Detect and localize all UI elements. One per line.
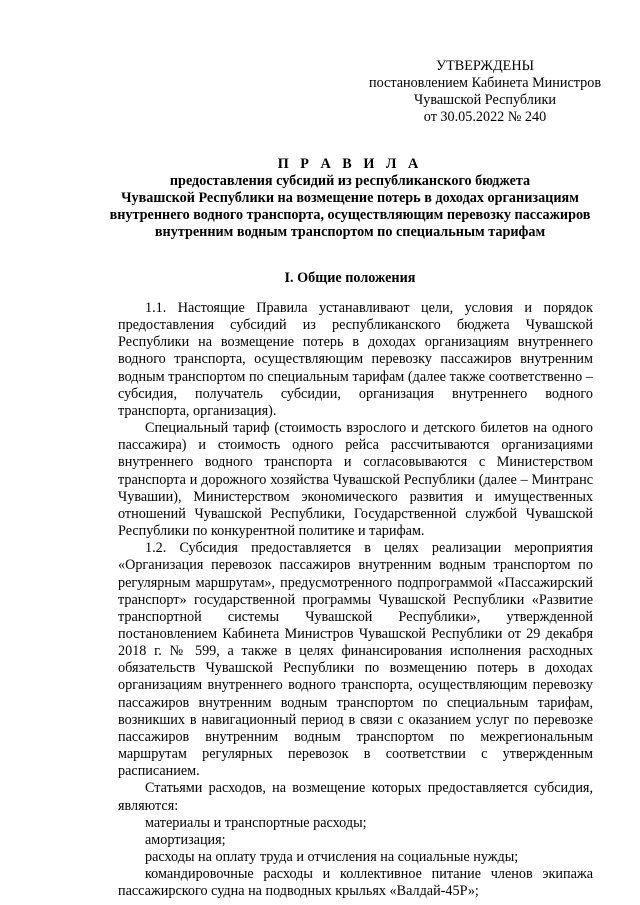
document-body <box>118 300 593 900</box>
approval-date: от 30.05.2022 № 240 <box>423 109 547 125</box>
list-item: материалы и транспортные расходы; <box>145 814 367 831</box>
title-line: внутреннего водного транспорта, осуществляющим перевозку пассажиров <box>109 207 591 223</box>
approval-block <box>360 58 610 126</box>
list-item: командировочные расходы и коллективное питание членов экипажа пассажирского судна на подводных крыльях «Валдай-45Р»; <box>118 866 593 900</box>
section-heading: I. Общие положения <box>284 270 416 286</box>
title-line: внутренним водным транспортом по специальным тарифам <box>154 224 546 240</box>
list-item: расходы на оплату труда и отчисления на социальные нужды; <box>145 849 519 865</box>
paragraph: 1.2. Субсидия предоставляется в целях реализации мероприятия «Организация перевозок пассажиров внутренним водным транспортом по регулярным маршрутам», предусмотренного подпрограммой «Пассажирский транспорт» государственной программы Чувашской Республики «Развитие транспортной системы Чувашской Республики», утвержденной постановлением Кабинета Министров Чувашской Республики от 29 декабря 2018 г. № 599, а также в целях финансирования исполнения расходных обязательств Чувашской Республики по возмещению потерь в доходах организациям внутреннего водного транспорта, осуществляющим перевозку пассажиров внутренним водным транспортом по специальным тарифам, возникших в навигационный период в связи с оказанием услуг по перевозке пассажиров внутренним водным транспортом по межрегиональным маршрутам регулярных перевозок в соответствии с утвержденным расписанием. <box>118 540 593 780</box>
list-item: амортизация; <box>145 831 226 848</box>
title-line: Чувашской Республики на возмещение потерь в доходах организациям <box>121 190 579 206</box>
paragraph: Специальный тариф (стоимость взрослого и детского билетов на одного пассажира) и стоимость одного рейса рассчитываются организациями внутреннего водного транспорта и согласовываются с Министерством транспорта и дорожного хозяйства Чувашской Республики (далее – Минтранс Чувашии), Министерством экономического развития и имущественных отношений Чувашской Республики, Государственной службой Чувашской Республики по конкурентной политике и тарифам. <box>118 420 593 540</box>
approval-line: Чувашской Республики <box>414 92 556 108</box>
approval-line: постановлением Кабинета Министров <box>368 75 602 91</box>
paragraph: 1.1. Настоящие Правила устанавливают цели, условия и порядок предоставления субсидий из республиканского бюджета Чувашской Республики на возмещение потерь в доходах организациям внутреннего водного транспорта, осуществляющим перевозку пассажиров внутренним водным транспортом по специальным тарифам (далее также соответственно – субсидия, получатель субсидии, организация внутреннего водного транспорта, организация). <box>118 300 593 419</box>
paragraph: Статьями расходов, на возмещение которых предоставляется субсидия, являются: <box>118 780 593 814</box>
title-main: П Р А В И Л А <box>277 156 423 172</box>
approval-heading: УТВЕРЖДЕНЫ <box>436 58 534 74</box>
document-title <box>60 156 640 241</box>
title-line: предоставления субсидий из республиканского бюджета <box>169 173 531 189</box>
